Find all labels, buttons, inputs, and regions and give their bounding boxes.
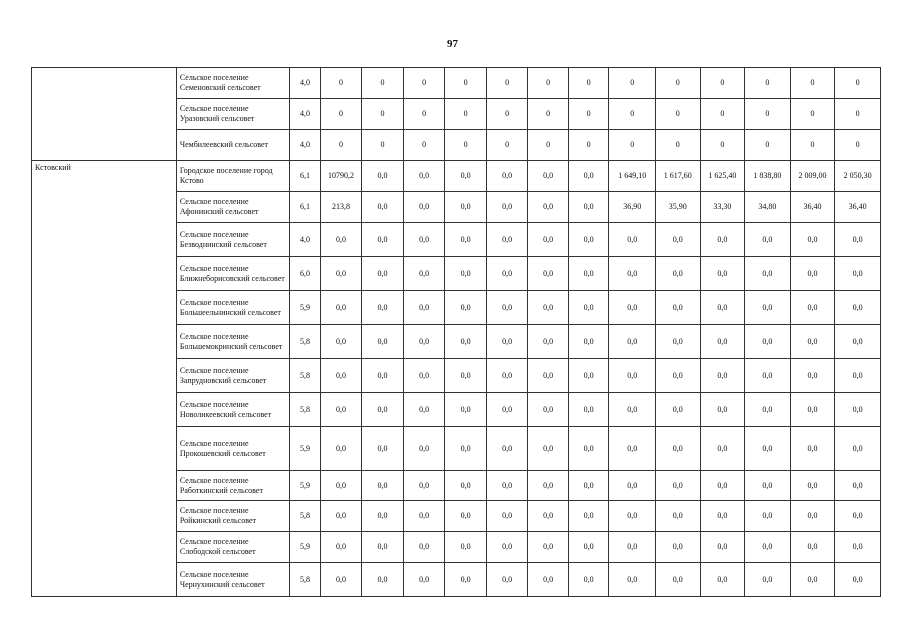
value-cell: 0 — [790, 68, 835, 99]
settlement-cell: Сельское поселение Запрудновский сельсовет — [176, 359, 289, 393]
value-cell: 0,0 — [745, 471, 791, 501]
value-cell: 36,40 — [790, 192, 835, 223]
value-cell: 0,0 — [362, 563, 404, 597]
value-cell: 0,0 — [320, 427, 362, 471]
value-cell: 0,0 — [700, 471, 745, 501]
value-cell: 1 838,80 — [745, 161, 791, 192]
district-cell — [32, 471, 177, 501]
data-table — [31, 67, 881, 597]
value-cell: 0,0 — [700, 427, 745, 471]
value-cell: 2 009,00 — [790, 161, 835, 192]
value-cell: 0,0 — [656, 563, 701, 597]
value-cell: 0,0 — [568, 192, 609, 223]
value-cell: 0,0 — [486, 532, 528, 563]
value-cell: 5,9 — [290, 471, 320, 501]
value-cell: 0,0 — [362, 161, 404, 192]
value-cell: 0,0 — [403, 325, 445, 359]
value-cell: 0,0 — [609, 501, 656, 532]
value-cell: 0,0 — [568, 161, 609, 192]
value-cell: 0,0 — [403, 393, 445, 427]
value-cell: 0,0 — [835, 257, 881, 291]
value-cell: 0,0 — [745, 359, 791, 393]
value-cell: 4,0 — [290, 68, 320, 99]
value-cell: 0,0 — [656, 501, 701, 532]
value-cell: 0 — [568, 68, 609, 99]
value-cell: 1 649,10 — [609, 161, 656, 192]
table-row — [32, 471, 881, 501]
value-cell: 33,30 — [700, 192, 745, 223]
value-cell: 0,0 — [568, 257, 609, 291]
value-cell: 0,0 — [835, 563, 881, 597]
value-cell: 0,0 — [486, 359, 528, 393]
value-cell: 0,0 — [790, 471, 835, 501]
value-cell: 0,0 — [403, 471, 445, 501]
value-cell: 0,0 — [445, 359, 487, 393]
value-cell: 0 — [403, 68, 445, 99]
value-cell: 0,0 — [835, 427, 881, 471]
settlement-cell: Сельское поселение Ближнеборисовский сельсовет — [176, 257, 289, 291]
value-cell: 0,0 — [486, 563, 528, 597]
value-cell: 0,0 — [745, 532, 791, 563]
value-cell: 0,0 — [362, 192, 404, 223]
value-cell: 0 — [528, 130, 569, 161]
value-cell: 0,0 — [320, 393, 362, 427]
value-cell: 0,0 — [609, 393, 656, 427]
table-row — [32, 393, 881, 427]
value-cell: 0,0 — [568, 532, 609, 563]
value-cell: 0,0 — [445, 257, 487, 291]
value-cell: 0 — [745, 99, 791, 130]
table-row — [32, 427, 881, 471]
value-cell: 0,0 — [320, 223, 362, 257]
settlement-cell: Чембилеевский сельсовет — [176, 130, 289, 161]
settlement-cell: Сельское поселение Семеновский сельсовет — [176, 68, 289, 99]
value-cell: 4,0 — [290, 99, 320, 130]
value-cell: 0,0 — [609, 471, 656, 501]
value-cell: 0 — [700, 130, 745, 161]
table-row — [32, 223, 881, 257]
value-cell: 5,9 — [290, 427, 320, 471]
value-cell: 0,0 — [403, 161, 445, 192]
value-cell: 0,0 — [486, 257, 528, 291]
value-cell: 0,0 — [835, 501, 881, 532]
district-cell — [32, 68, 177, 99]
settlement-cell: Сельское поселение Афонинский сельсовет — [176, 192, 289, 223]
value-cell: 0,0 — [656, 359, 701, 393]
value-cell: 0 — [700, 68, 745, 99]
table-row — [32, 68, 881, 99]
value-cell: 10790,2 — [320, 161, 362, 192]
value-cell: 0 — [568, 130, 609, 161]
settlement-cell: Сельское поселение Работкинский сельсовет — [176, 471, 289, 501]
settlement-cell: Сельское поселение Безводнинский сельсовет — [176, 223, 289, 257]
value-cell: 5,8 — [290, 563, 320, 597]
value-cell: 0,0 — [445, 393, 487, 427]
value-cell: 0,0 — [403, 192, 445, 223]
value-cell: 0,0 — [835, 359, 881, 393]
value-cell: 0,0 — [486, 501, 528, 532]
settlement-cell: Сельское поселение Ройкинский сельсовет — [176, 501, 289, 532]
value-cell: 0,0 — [656, 223, 701, 257]
table-row — [32, 563, 881, 597]
district-cell — [32, 325, 177, 359]
value-cell: 0,0 — [656, 291, 701, 325]
value-cell: 0,0 — [403, 257, 445, 291]
table-row — [32, 291, 881, 325]
value-cell: 0,0 — [362, 393, 404, 427]
value-cell: 1 625,40 — [700, 161, 745, 192]
value-cell: 0,0 — [835, 393, 881, 427]
value-cell: 0,0 — [486, 161, 528, 192]
district-cell — [32, 532, 177, 563]
value-cell: 0,0 — [528, 257, 569, 291]
table-row — [32, 130, 881, 161]
value-cell: 0,0 — [528, 471, 569, 501]
value-cell: 0,0 — [320, 501, 362, 532]
value-cell: 0,0 — [700, 563, 745, 597]
value-cell: 0,0 — [835, 532, 881, 563]
value-cell: 0,0 — [528, 427, 569, 471]
value-cell: 0,0 — [362, 501, 404, 532]
value-cell: 0,0 — [790, 532, 835, 563]
table-row — [32, 325, 881, 359]
settlement-cell: Сельское поселение Большемокринский сельсовет — [176, 325, 289, 359]
value-cell: 0,0 — [609, 223, 656, 257]
value-cell: 0,0 — [486, 393, 528, 427]
value-cell: 0,0 — [745, 223, 791, 257]
value-cell: 0,0 — [656, 257, 701, 291]
value-cell: 0,0 — [609, 257, 656, 291]
district-cell — [32, 130, 177, 161]
district-cell — [32, 501, 177, 532]
value-cell: 5,9 — [290, 532, 320, 563]
value-cell: 0,0 — [745, 563, 791, 597]
value-cell: 0 — [745, 130, 791, 161]
value-cell: 0,0 — [700, 501, 745, 532]
district-cell — [32, 99, 177, 130]
value-cell: 0,0 — [320, 325, 362, 359]
value-cell: 6,1 — [290, 161, 320, 192]
value-cell: 36,40 — [835, 192, 881, 223]
value-cell: 0,0 — [403, 291, 445, 325]
value-cell: 0,0 — [445, 192, 487, 223]
value-cell: 0,0 — [700, 393, 745, 427]
value-cell: 0,0 — [745, 257, 791, 291]
value-cell: 0,0 — [700, 291, 745, 325]
value-cell: 1 617,60 — [656, 161, 701, 192]
value-cell: 0 — [403, 99, 445, 130]
value-cell: 0,0 — [362, 257, 404, 291]
value-cell: 0 — [445, 130, 487, 161]
settlement-cell: Сельское поселение Новоликеевский сельсовет — [176, 393, 289, 427]
value-cell: 0,0 — [568, 291, 609, 325]
district-cell — [32, 223, 177, 257]
value-cell: 0 — [486, 68, 528, 99]
value-cell: 0,0 — [362, 532, 404, 563]
value-cell: 0,0 — [656, 393, 701, 427]
value-cell: 0,0 — [528, 291, 569, 325]
value-cell: 0,0 — [403, 563, 445, 597]
settlement-cell: Сельское поселение Слободской сельсовет — [176, 532, 289, 563]
value-cell: 0,0 — [320, 532, 362, 563]
value-cell: 0 — [362, 99, 404, 130]
value-cell: 0,0 — [528, 563, 569, 597]
value-cell: 0,0 — [486, 427, 528, 471]
value-cell: 0 — [486, 99, 528, 130]
value-cell: 0,0 — [700, 359, 745, 393]
value-cell: 0,0 — [609, 359, 656, 393]
value-cell: 0,0 — [790, 427, 835, 471]
settlement-cell: Сельское поселение Чернухинский сельсовет — [176, 563, 289, 597]
value-cell: 0,0 — [445, 532, 487, 563]
value-cell: 0,0 — [745, 393, 791, 427]
value-cell: 0,0 — [362, 471, 404, 501]
table-row — [32, 192, 881, 223]
value-cell: 0,0 — [320, 563, 362, 597]
table-row — [32, 501, 881, 532]
district-cell — [32, 427, 177, 471]
value-cell: 0,0 — [790, 257, 835, 291]
table-row — [32, 257, 881, 291]
value-cell: 0,0 — [445, 427, 487, 471]
value-cell: 0,0 — [320, 257, 362, 291]
value-cell: 0 — [320, 68, 362, 99]
value-cell: 0,0 — [745, 325, 791, 359]
district-cell — [32, 291, 177, 325]
value-cell: 0,0 — [486, 325, 528, 359]
value-cell: 0,0 — [835, 471, 881, 501]
value-cell: 0,0 — [403, 427, 445, 471]
value-cell: 0,0 — [609, 291, 656, 325]
value-cell: 0,0 — [486, 291, 528, 325]
value-cell: 5,8 — [290, 359, 320, 393]
value-cell: 0,0 — [656, 532, 701, 563]
value-cell: 0,0 — [790, 291, 835, 325]
value-cell: 0 — [609, 130, 656, 161]
value-cell: 0,0 — [568, 393, 609, 427]
settlement-cell: Сельское поселение Большеельнинский сельсовет — [176, 291, 289, 325]
district-cell — [32, 257, 177, 291]
value-cell: 0 — [700, 99, 745, 130]
value-cell: 0,0 — [445, 325, 487, 359]
value-cell: 0,0 — [656, 325, 701, 359]
table-row — [32, 532, 881, 563]
value-cell: 0,0 — [790, 223, 835, 257]
district-cell — [32, 563, 177, 597]
district-cell — [32, 359, 177, 393]
value-cell: 0,0 — [362, 223, 404, 257]
table-body — [32, 68, 881, 597]
value-cell: 0,0 — [790, 393, 835, 427]
table-row — [32, 161, 881, 192]
value-cell: 0,0 — [445, 563, 487, 597]
value-cell: 35,90 — [656, 192, 701, 223]
value-cell: 0,0 — [320, 291, 362, 325]
value-cell: 0 — [486, 130, 528, 161]
settlement-cell: Сельское поселение Уразовский сельсовет — [176, 99, 289, 130]
value-cell: 0 — [609, 99, 656, 130]
value-cell: 213,8 — [320, 192, 362, 223]
value-cell: 0,0 — [403, 501, 445, 532]
value-cell: 0,0 — [790, 325, 835, 359]
value-cell: 0 — [445, 68, 487, 99]
value-cell: 0 — [528, 99, 569, 130]
value-cell: 0,0 — [745, 501, 791, 532]
value-cell: 0,0 — [528, 359, 569, 393]
value-cell: 0,0 — [445, 291, 487, 325]
value-cell: 36,90 — [609, 192, 656, 223]
value-cell: 0,0 — [486, 192, 528, 223]
value-cell: 0,0 — [528, 501, 569, 532]
value-cell: 0 — [528, 68, 569, 99]
value-cell: 0 — [835, 130, 881, 161]
value-cell: 0,0 — [568, 223, 609, 257]
value-cell: 0,0 — [835, 325, 881, 359]
value-cell: 0,0 — [445, 223, 487, 257]
value-cell: 0,0 — [445, 161, 487, 192]
value-cell: 0,0 — [486, 223, 528, 257]
value-cell: 0,0 — [568, 501, 609, 532]
value-cell: 0,0 — [320, 471, 362, 501]
value-cell: 0,0 — [403, 532, 445, 563]
value-cell: 0 — [656, 130, 701, 161]
value-cell: 0,0 — [609, 325, 656, 359]
value-cell: 0,0 — [656, 471, 701, 501]
value-cell: 0 — [656, 99, 701, 130]
value-cell: 34,80 — [745, 192, 791, 223]
table-row — [32, 359, 881, 393]
value-cell: 0,0 — [568, 359, 609, 393]
value-cell: 5,8 — [290, 501, 320, 532]
value-cell: 0,0 — [745, 291, 791, 325]
value-cell: 0 — [790, 130, 835, 161]
value-cell: 0,0 — [568, 563, 609, 597]
value-cell: 0 — [790, 99, 835, 130]
value-cell: 0,0 — [700, 257, 745, 291]
value-cell: 0,0 — [403, 223, 445, 257]
value-cell: 0,0 — [528, 192, 569, 223]
value-cell: 0,0 — [403, 359, 445, 393]
value-cell: 0,0 — [700, 532, 745, 563]
value-cell: 0 — [445, 99, 487, 130]
value-cell: 0,0 — [362, 291, 404, 325]
value-cell: 0,0 — [568, 427, 609, 471]
value-cell: 6,1 — [290, 192, 320, 223]
value-cell: 6,0 — [290, 257, 320, 291]
value-cell: 4,0 — [290, 130, 320, 161]
settlement-cell: Сельское поселение Прокошевский сельсовет — [176, 427, 289, 471]
value-cell: 0,0 — [362, 325, 404, 359]
value-cell: 0 — [403, 130, 445, 161]
district-cell — [32, 393, 177, 427]
value-cell: 0,0 — [528, 161, 569, 192]
value-cell: 0 — [835, 99, 881, 130]
value-cell: 0,0 — [362, 427, 404, 471]
value-cell: 0,0 — [790, 359, 835, 393]
value-cell: 5,8 — [290, 393, 320, 427]
value-cell: 0,0 — [528, 393, 569, 427]
value-cell: 2 050,30 — [835, 161, 881, 192]
value-cell: 0,0 — [609, 427, 656, 471]
value-cell: 4,0 — [290, 223, 320, 257]
value-cell: 0,0 — [835, 223, 881, 257]
value-cell: 5,8 — [290, 325, 320, 359]
value-cell: 0 — [320, 130, 362, 161]
value-cell: 0 — [609, 68, 656, 99]
value-cell: 0,0 — [320, 359, 362, 393]
value-cell: 5,9 — [290, 291, 320, 325]
value-cell: 0,0 — [445, 501, 487, 532]
value-cell: 0,0 — [700, 325, 745, 359]
value-cell: 0,0 — [528, 325, 569, 359]
value-cell: 0 — [362, 68, 404, 99]
value-cell: 0 — [835, 68, 881, 99]
value-cell: 0,0 — [656, 427, 701, 471]
value-cell: 0,0 — [790, 563, 835, 597]
page-number: 97 — [447, 38, 458, 50]
district-cell: Кстовский — [32, 161, 177, 192]
value-cell: 0,0 — [835, 291, 881, 325]
value-cell: 0,0 — [568, 325, 609, 359]
value-cell: 0 — [568, 99, 609, 130]
district-cell — [32, 192, 177, 223]
value-cell: 0,0 — [528, 532, 569, 563]
value-cell: 0 — [320, 99, 362, 130]
value-cell: 0,0 — [486, 471, 528, 501]
value-cell: 0,0 — [609, 532, 656, 563]
settlement-cell: Городское поселение город Кстово — [176, 161, 289, 192]
value-cell: 0,0 — [790, 501, 835, 532]
value-cell: 0 — [362, 130, 404, 161]
value-cell: 0,0 — [568, 471, 609, 501]
value-cell: 0,0 — [745, 427, 791, 471]
table-row — [32, 99, 881, 130]
value-cell: 0 — [745, 68, 791, 99]
value-cell: 0,0 — [609, 563, 656, 597]
value-cell: 0,0 — [528, 223, 569, 257]
value-cell: 0 — [656, 68, 701, 99]
value-cell: 0,0 — [445, 471, 487, 501]
value-cell: 0,0 — [700, 223, 745, 257]
value-cell: 0,0 — [362, 359, 404, 393]
